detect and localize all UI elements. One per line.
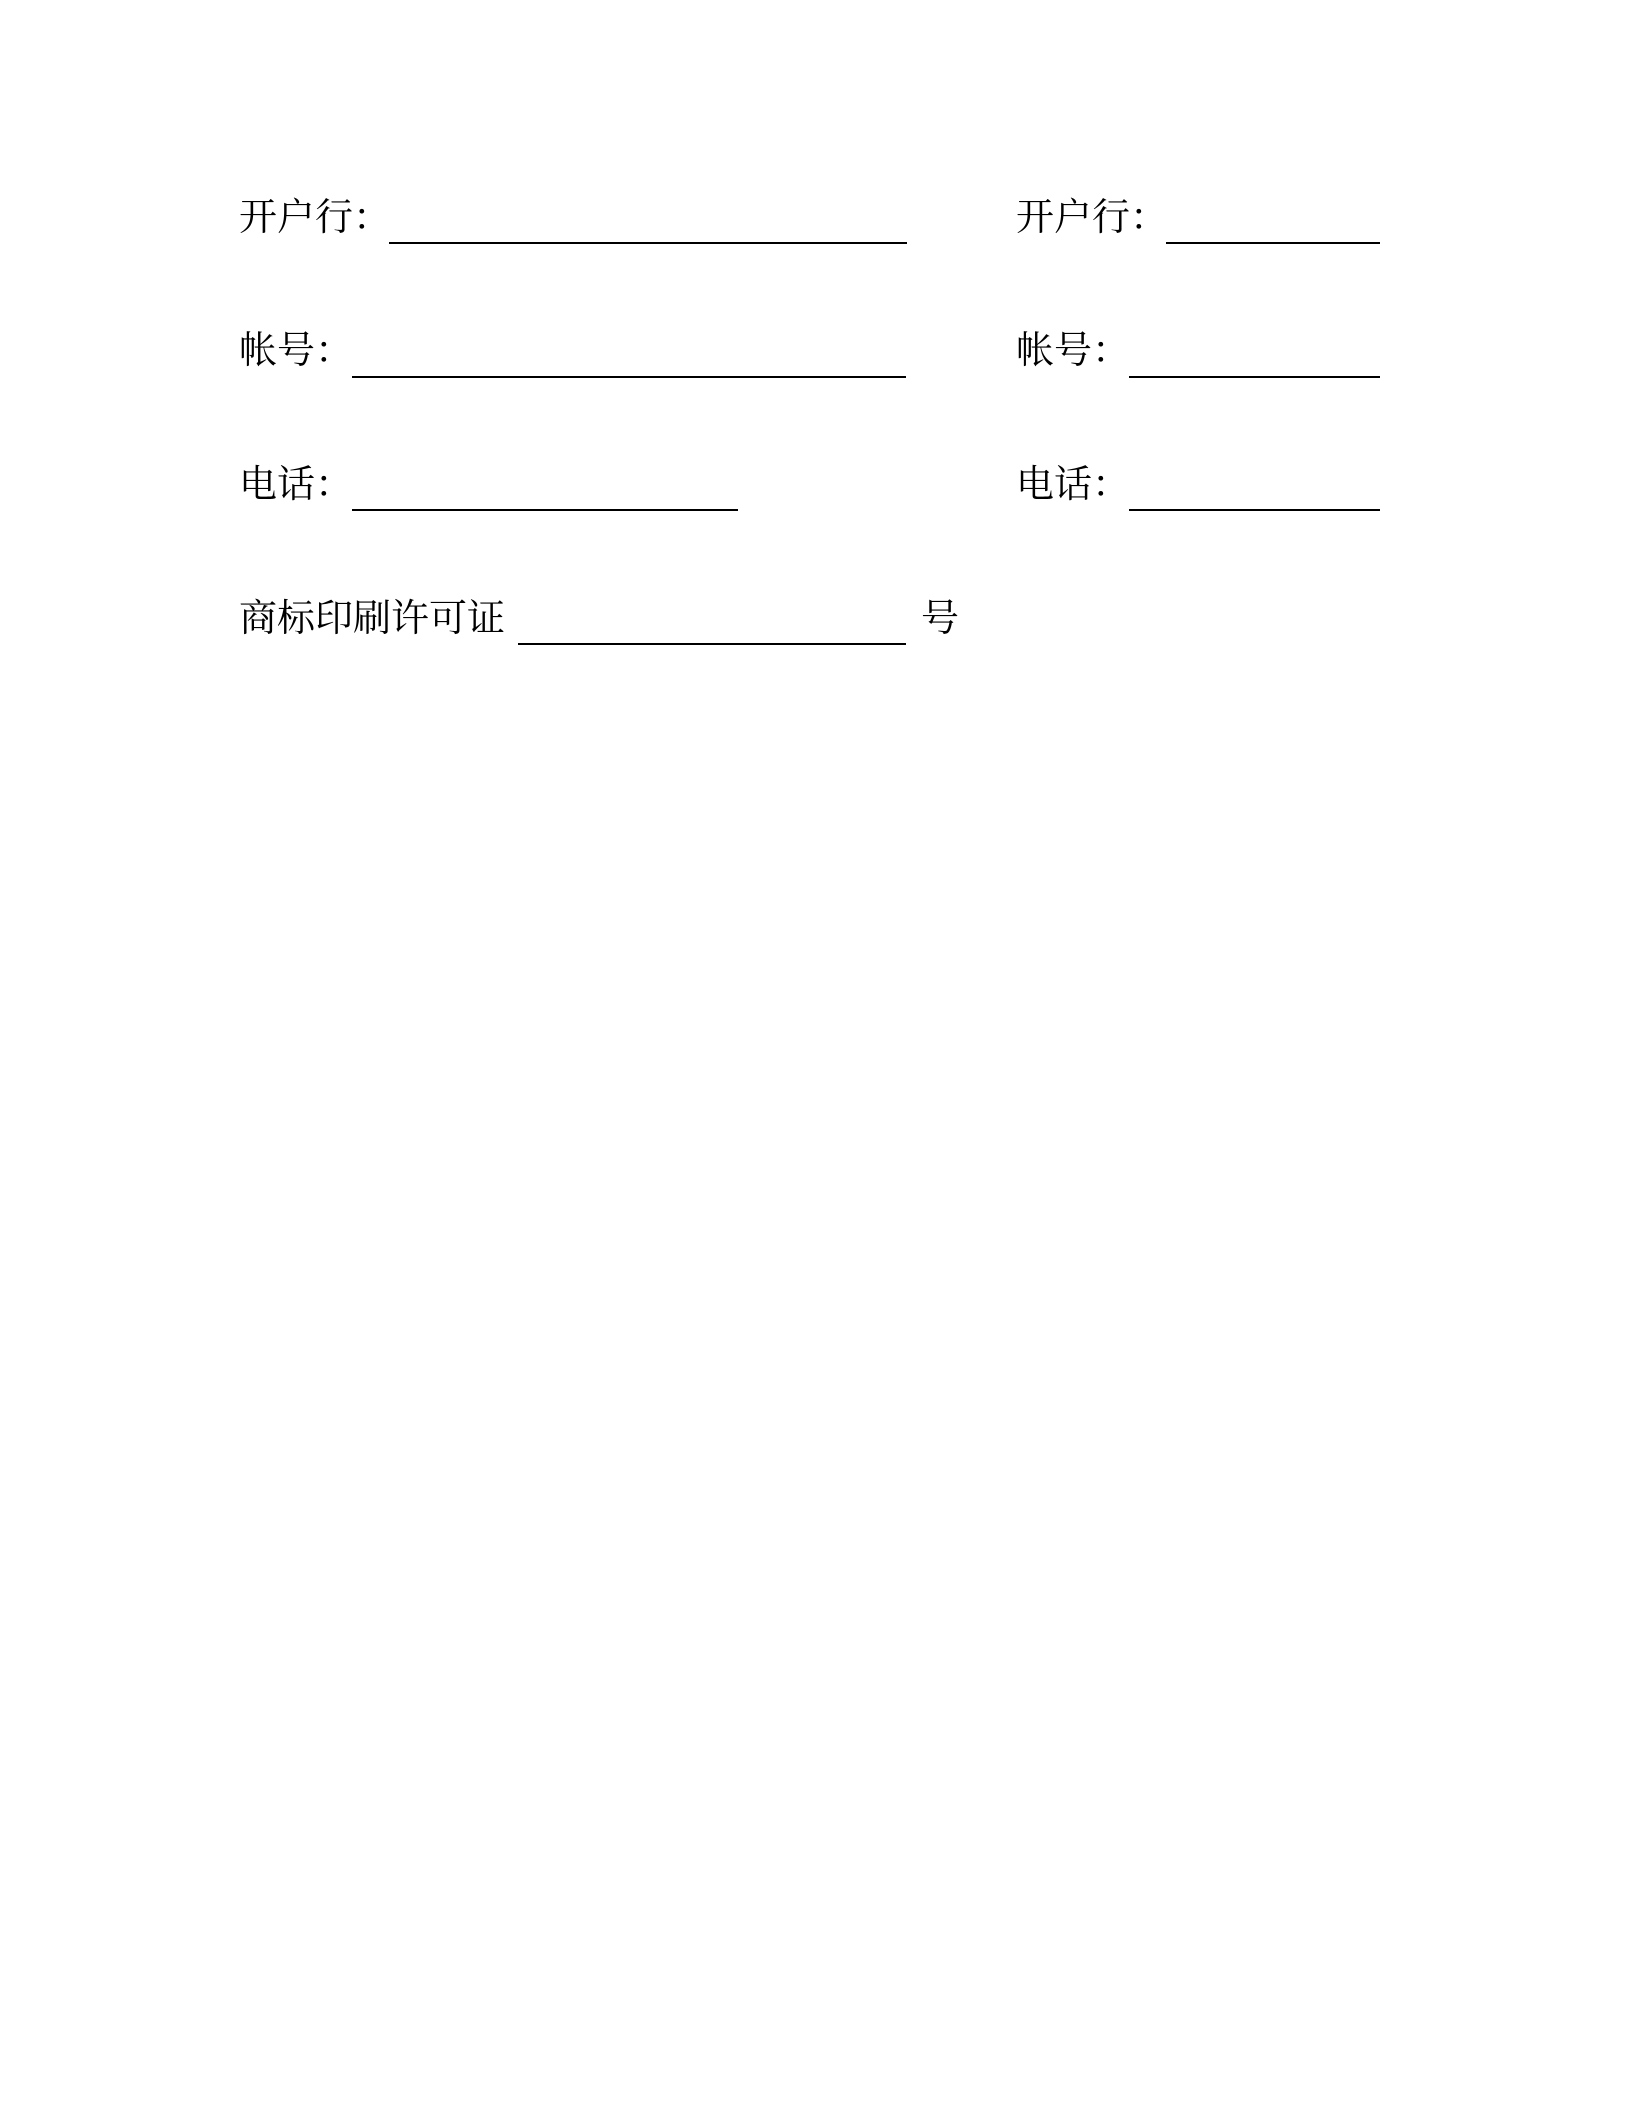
right-account-label: 帐号： [1016,328,1131,372]
left-bank-label: 开户行： [239,195,392,239]
left-phone-field[interactable] [352,509,738,511]
right-phone-field[interactable] [1129,509,1380,511]
left-account-field[interactable] [352,376,906,378]
left-phone-label: 电话： [239,462,354,506]
right-bank-label: 开户行： [1016,195,1169,239]
right-phone-label: 电话： [1016,462,1131,506]
right-account-field[interactable] [1129,376,1380,378]
license-prefix-label: 商标印刷许可证 [239,596,506,640]
license-suffix-label: 号 [921,596,960,640]
right-bank-field[interactable] [1166,242,1380,244]
left-account-label: 帐号： [239,328,354,372]
left-bank-field[interactable] [389,242,907,244]
license-number-field[interactable] [518,643,906,645]
